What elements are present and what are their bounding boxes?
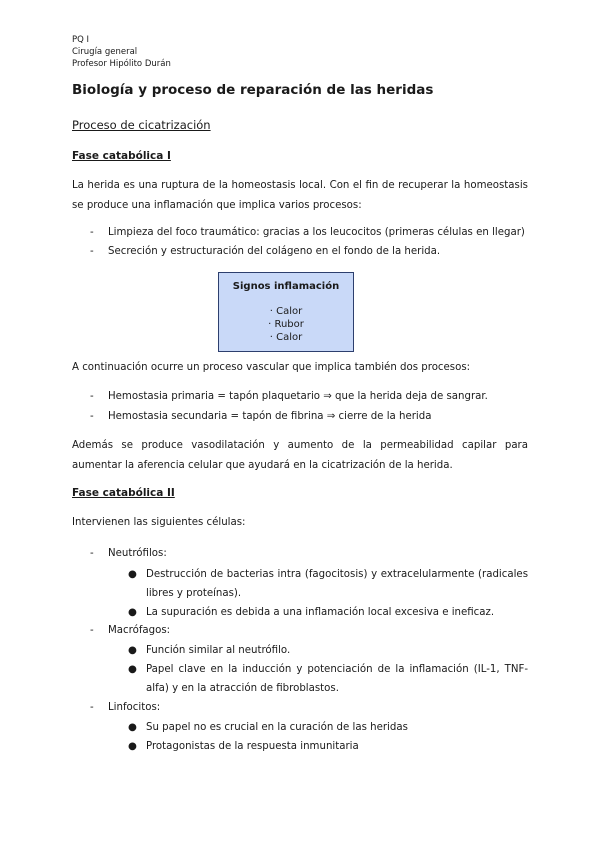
list-item	[90, 224, 530, 242]
list-item-text: Limpieza del foco traumático: gracias a los leucocitos (primeras células en llegar)	[108, 227, 525, 238]
list-item-text: Hemostasia secundaria = tapón de fibrina ⇒ cierre de la herida	[108, 411, 432, 422]
document-title: Biología y proceso de reparación de las heridas	[72, 82, 434, 98]
list-item	[90, 408, 530, 426]
phase2-heading: Fase catabólica II	[72, 487, 175, 499]
phase1-heading: Fase catabólica I	[72, 150, 171, 162]
list-item	[90, 388, 530, 406]
dash-marker: -	[90, 625, 94, 636]
dash-marker: -	[90, 391, 94, 402]
bullet-marker: ●	[128, 607, 137, 618]
bullet-item	[128, 718, 528, 737]
list-item	[90, 243, 530, 261]
bullet-item	[128, 641, 528, 660]
header-subject: Cirugía general	[72, 47, 138, 57]
bullet-text: Protagonistas de la respuesta inmunitaria	[146, 741, 359, 752]
box-title: Signos inflamación	[232, 281, 340, 292]
bullet-marker: ●	[128, 645, 137, 656]
bullet-item	[128, 565, 528, 603]
phase2-intro: Intervienen las siguientes células:	[72, 517, 246, 528]
dash-marker: -	[90, 702, 94, 713]
list-item	[90, 622, 530, 640]
bullet-text: Función similar al neutrófilo.	[146, 645, 291, 656]
cell-type-label: Macrófagos:	[108, 625, 171, 636]
bullet-text: La supuración es debida a una inflamación local excesiva e ineficaz.	[146, 607, 495, 618]
list-item-text: Secreción y estructuración del colágeno en el fondo de la herida.	[108, 246, 441, 257]
header-professor: Profesor Hipólito Durán	[72, 59, 171, 69]
section-subtitle: Proceso de cicatrización	[72, 118, 211, 132]
cell-type-label: Neutrófilos:	[108, 548, 167, 559]
phase1-closing: Además se produce vasodilatación y aumento de la permeabilidad capilar para aumentar la aferencia celular que ayudará en la cicatrización de la herida.	[72, 440, 528, 471]
cell-type-label: Linfocitos:	[108, 702, 161, 713]
bullet-marker: ●	[128, 741, 137, 752]
dash-marker: -	[90, 246, 94, 257]
box-item: · Calor	[269, 332, 303, 343]
list-item-text: Hemostasia primaria = tapón plaquetario ⇒ que la herida deja de sangrar.	[108, 391, 488, 402]
dash-marker: -	[90, 227, 94, 238]
bullet-marker: ●	[128, 664, 137, 675]
box-item: · Calor	[269, 306, 303, 317]
bullet-text: Papel clave en la inducción y potenciación de la inflamación (IL-1, TNF-alfa) y en la atracción de fibroblastos.	[146, 664, 528, 694]
bullet-item	[128, 603, 528, 622]
box-item: · Rubor	[268, 319, 304, 330]
bullet-text: Destrucción de bacterias intra (fagocitosis) y extracelularmente (radicales libres y proteínas).	[146, 569, 528, 599]
dash-marker: -	[90, 411, 94, 422]
inflammation-signs-box	[218, 272, 354, 352]
vascular-intro: A continuación ocurre un proceso vascular que implica también dos procesos:	[72, 362, 471, 373]
bullet-text: Su papel no es crucial en la curación de las heridas	[146, 722, 408, 733]
bullet-marker: ●	[128, 569, 137, 580]
header-course: PQ I	[72, 35, 90, 45]
bullet-item	[128, 737, 528, 756]
phase1-intro: La herida es una ruptura de la homeostasis local. Con el fin de recuperar la homeostasis se produce una inflamación que implica varios procesos:	[72, 180, 528, 211]
bullet-item	[128, 660, 528, 698]
dash-marker: -	[90, 548, 94, 559]
bullet-marker: ●	[128, 722, 137, 733]
list-item	[90, 545, 530, 563]
list-item	[90, 699, 530, 717]
